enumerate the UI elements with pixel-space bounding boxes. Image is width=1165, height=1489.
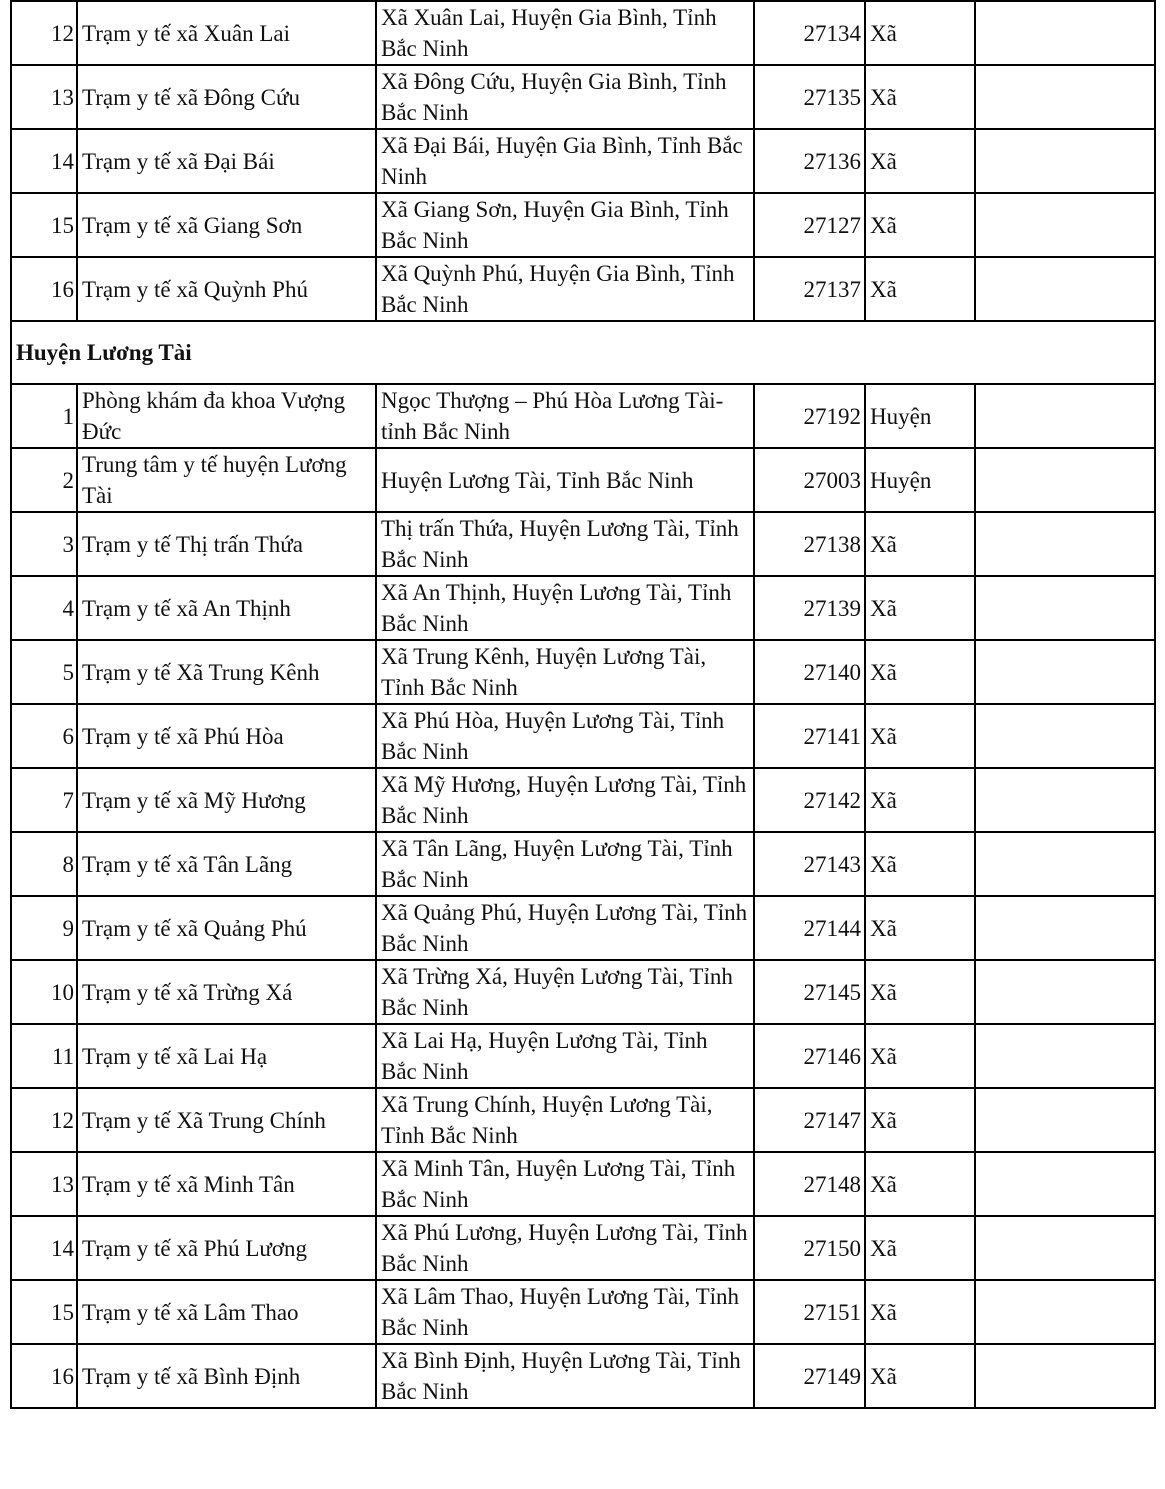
row-number-cell: 16	[11, 1344, 77, 1408]
facility-code-cell: 27003	[754, 448, 865, 512]
table-row	[11, 768, 1155, 832]
facility-table-body	[11, 1, 1155, 1408]
row-number-cell: 2	[11, 448, 77, 512]
note-cell	[975, 576, 1155, 640]
note-cell	[975, 512, 1155, 576]
table-row	[11, 65, 1155, 129]
note-cell	[975, 1024, 1155, 1088]
facility-code-cell: 27151	[754, 1280, 865, 1344]
table-row	[11, 1344, 1155, 1408]
facility-code-cell: 27136	[754, 129, 865, 193]
facility-address-cell: Xã Lâm Thao, Huyện Lương Tài, Tỉnh Bắc Ninh	[376, 1280, 754, 1344]
facility-level-cell: Xã	[865, 257, 975, 321]
facility-address-cell: Xã Trung Kênh, Huyện Lương Tài, Tỉnh Bắc Ninh	[376, 640, 754, 704]
facility-level-cell: Xã	[865, 193, 975, 257]
facility-name-cell: Trạm y tế xã Minh Tân	[77, 1152, 376, 1216]
facility-name-cell: Trạm y tế xã Quỳnh Phú	[77, 257, 376, 321]
facility-table	[10, 0, 1156, 1409]
facility-level-cell: Xã	[865, 65, 975, 129]
facility-name-cell: Trạm y tế xã Đông Cứu	[77, 65, 376, 129]
facility-code-cell: 27143	[754, 832, 865, 896]
row-number-cell: 3	[11, 512, 77, 576]
facility-code-cell: 27146	[754, 1024, 865, 1088]
note-cell	[975, 129, 1155, 193]
facility-level-cell: Xã	[865, 1216, 975, 1280]
row-number-cell: 4	[11, 576, 77, 640]
facility-level-cell: Xã	[865, 512, 975, 576]
facility-name-cell: Trạm y tế xã Lai Hạ	[77, 1024, 376, 1088]
row-number-cell: 14	[11, 1216, 77, 1280]
facility-level-cell: Xã	[865, 1280, 975, 1344]
note-cell	[975, 1088, 1155, 1152]
facility-code-cell: 27149	[754, 1344, 865, 1408]
facility-level-cell: Huyện	[865, 448, 975, 512]
facility-code-cell: 27139	[754, 576, 865, 640]
note-cell	[975, 768, 1155, 832]
note-cell	[975, 1344, 1155, 1408]
table-row	[11, 1216, 1155, 1280]
note-cell	[975, 448, 1155, 512]
facility-code-cell: 27147	[754, 1088, 865, 1152]
table-row	[11, 576, 1155, 640]
facility-address-cell: Xã Trung Chính, Huyện Lương Tài, Tỉnh Bắc Ninh	[376, 1088, 754, 1152]
facility-level-cell: Xã	[865, 896, 975, 960]
facility-level-cell: Xã	[865, 1024, 975, 1088]
facility-address-cell: Xã Giang Sơn, Huyện Gia Bình, Tỉnh Bắc Ninh	[376, 193, 754, 257]
facility-level-cell: Xã	[865, 704, 975, 768]
facility-code-cell: 27134	[754, 1, 865, 65]
row-number-cell: 6	[11, 704, 77, 768]
facility-level-cell: Xã	[865, 1152, 975, 1216]
table-row	[11, 704, 1155, 768]
facility-code-cell: 27140	[754, 640, 865, 704]
note-cell	[975, 960, 1155, 1024]
table-row	[11, 193, 1155, 257]
note-cell	[975, 704, 1155, 768]
table-row	[11, 640, 1155, 704]
table-row	[11, 129, 1155, 193]
table-row	[11, 1088, 1155, 1152]
facility-level-cell: Xã	[865, 960, 975, 1024]
table-row	[11, 448, 1155, 512]
facility-code-cell: 27137	[754, 257, 865, 321]
row-number-cell: 10	[11, 960, 77, 1024]
facility-name-cell: Trạm y tế xã Trừng Xá	[77, 960, 376, 1024]
facility-address-cell: Xã Phú Hòa, Huyện Lương Tài, Tỉnh Bắc Ninh	[376, 704, 754, 768]
row-number-cell: 13	[11, 1152, 77, 1216]
row-number-cell: 9	[11, 896, 77, 960]
table-row	[11, 512, 1155, 576]
facility-address-cell: Xã Mỹ Hương, Huyện Lương Tài, Tỉnh Bắc Ninh	[376, 768, 754, 832]
facility-code-cell: 27145	[754, 960, 865, 1024]
table-row	[11, 1280, 1155, 1344]
row-number-cell: 14	[11, 129, 77, 193]
note-cell	[975, 384, 1155, 448]
facility-name-cell: Phòng khám đa khoa Vượng Đức	[77, 384, 376, 448]
table-row	[11, 832, 1155, 896]
facility-level-cell: Xã	[865, 640, 975, 704]
facility-name-cell: Trạm y tế Xã Trung Chính	[77, 1088, 376, 1152]
facility-level-cell: Xã	[865, 576, 975, 640]
note-cell	[975, 832, 1155, 896]
facility-code-cell: 27141	[754, 704, 865, 768]
row-number-cell: 1	[11, 384, 77, 448]
facility-name-cell: Trạm y tế Thị trấn Thứa	[77, 512, 376, 576]
note-cell	[975, 1280, 1155, 1344]
facility-level-cell: Xã	[865, 129, 975, 193]
table-row	[11, 1024, 1155, 1088]
row-number-cell: 8	[11, 832, 77, 896]
facility-code-cell: 27148	[754, 1152, 865, 1216]
facility-name-cell: Trạm y tế Xã Trung Kênh	[77, 640, 376, 704]
table-row	[11, 1, 1155, 65]
note-cell	[975, 640, 1155, 704]
note-cell	[975, 65, 1155, 129]
facility-name-cell: Trung tâm y tế huyện Lương Tài	[77, 448, 376, 512]
table-row	[11, 257, 1155, 321]
facility-name-cell: Trạm y tế xã Phú Lương	[77, 1216, 376, 1280]
facility-code-cell: 27142	[754, 768, 865, 832]
row-number-cell: 15	[11, 1280, 77, 1344]
row-number-cell: 5	[11, 640, 77, 704]
facility-name-cell: Trạm y tế xã Bình Định	[77, 1344, 376, 1408]
facility-address-cell: Xã Trừng Xá, Huyện Lương Tài, Tỉnh Bắc Ninh	[376, 960, 754, 1024]
facility-name-cell: Trạm y tế xã Quảng Phú	[77, 896, 376, 960]
facility-code-cell: 27138	[754, 512, 865, 576]
facility-address-cell: Xã Quỳnh Phú, Huyện Gia Bình, Tỉnh Bắc Ninh	[376, 257, 754, 321]
facility-address-cell: Xã Xuân Lai, Huyện Gia Bình, Tỉnh Bắc Ninh	[376, 1, 754, 65]
note-cell	[975, 896, 1155, 960]
facility-address-cell: Huyện Lương Tài, Tỉnh Bắc Ninh	[376, 448, 754, 512]
facility-level-cell: Xã	[865, 1088, 975, 1152]
facility-name-cell: Trạm y tế xã Đại Bái	[77, 129, 376, 193]
facility-address-cell: Xã An Thịnh, Huyện Lương Tài, Tỉnh Bắc Ninh	[376, 576, 754, 640]
row-number-cell: 13	[11, 65, 77, 129]
note-cell	[975, 1216, 1155, 1280]
facility-level-cell: Xã	[865, 1344, 975, 1408]
facility-address-cell: Xã Lai Hạ, Huyện Lương Tài, Tỉnh Bắc Ninh	[376, 1024, 754, 1088]
facility-address-cell: Xã Bình Định, Huyện Lương Tài, Tỉnh Bắc Ninh	[376, 1344, 754, 1408]
row-number-cell: 16	[11, 257, 77, 321]
facility-name-cell: Trạm y tế xã An Thịnh	[77, 576, 376, 640]
row-number-cell: 15	[11, 193, 77, 257]
row-number-cell: 11	[11, 1024, 77, 1088]
table-row	[11, 960, 1155, 1024]
row-number-cell: 12	[11, 1, 77, 65]
facility-address-cell: Xã Tân Lãng, Huyện Lương Tài, Tỉnh Bắc Ninh	[376, 832, 754, 896]
facility-name-cell: Trạm y tế xã Phú Hòa	[77, 704, 376, 768]
note-cell	[975, 193, 1155, 257]
section-heading: Huyện Lương Tài	[11, 321, 1155, 384]
facility-address-cell: Xã Đại Bái, Huyện Gia Bình, Tỉnh Bắc Ninh	[376, 129, 754, 193]
facility-name-cell: Trạm y tế xã Mỹ Hương	[77, 768, 376, 832]
facility-address-cell: Xã Minh Tân, Huyện Lương Tài, Tỉnh Bắc Ninh	[376, 1152, 754, 1216]
facility-address-cell: Xã Phú Lương, Huyện Lương Tài, Tỉnh Bắc Ninh	[376, 1216, 754, 1280]
table-row	[11, 384, 1155, 448]
facility-code-cell: 27150	[754, 1216, 865, 1280]
facility-code-cell: 27127	[754, 193, 865, 257]
facility-address-cell: Xã Đông Cứu, Huyện Gia Bình, Tỉnh Bắc Ninh	[376, 65, 754, 129]
facility-address-cell: Ngọc Thượng – Phú Hòa Lương Tài- tỉnh Bắc Ninh	[376, 384, 754, 448]
facility-level-cell: Xã	[865, 768, 975, 832]
section-row	[11, 321, 1155, 384]
facility-name-cell: Trạm y tế xã Lâm Thao	[77, 1280, 376, 1344]
facility-name-cell: Trạm y tế xã Giang Sơn	[77, 193, 376, 257]
facility-address-cell: Thị trấn Thứa, Huyện Lương Tài, Tỉnh Bắc Ninh	[376, 512, 754, 576]
facility-code-cell: 27144	[754, 896, 865, 960]
facility-name-cell: Trạm y tế xã Xuân Lai	[77, 1, 376, 65]
table-row	[11, 1152, 1155, 1216]
facility-name-cell: Trạm y tế xã Tân Lãng	[77, 832, 376, 896]
facility-level-cell: Xã	[865, 1, 975, 65]
note-cell	[975, 257, 1155, 321]
facility-level-cell: Huyện	[865, 384, 975, 448]
facility-level-cell: Xã	[865, 832, 975, 896]
note-cell	[975, 1, 1155, 65]
row-number-cell: 12	[11, 1088, 77, 1152]
table-row	[11, 896, 1155, 960]
facility-code-cell: 27192	[754, 384, 865, 448]
note-cell	[975, 1152, 1155, 1216]
row-number-cell: 7	[11, 768, 77, 832]
facility-address-cell: Xã Quảng Phú, Huyện Lương Tài, Tỉnh Bắc Ninh	[376, 896, 754, 960]
facility-code-cell: 27135	[754, 65, 865, 129]
